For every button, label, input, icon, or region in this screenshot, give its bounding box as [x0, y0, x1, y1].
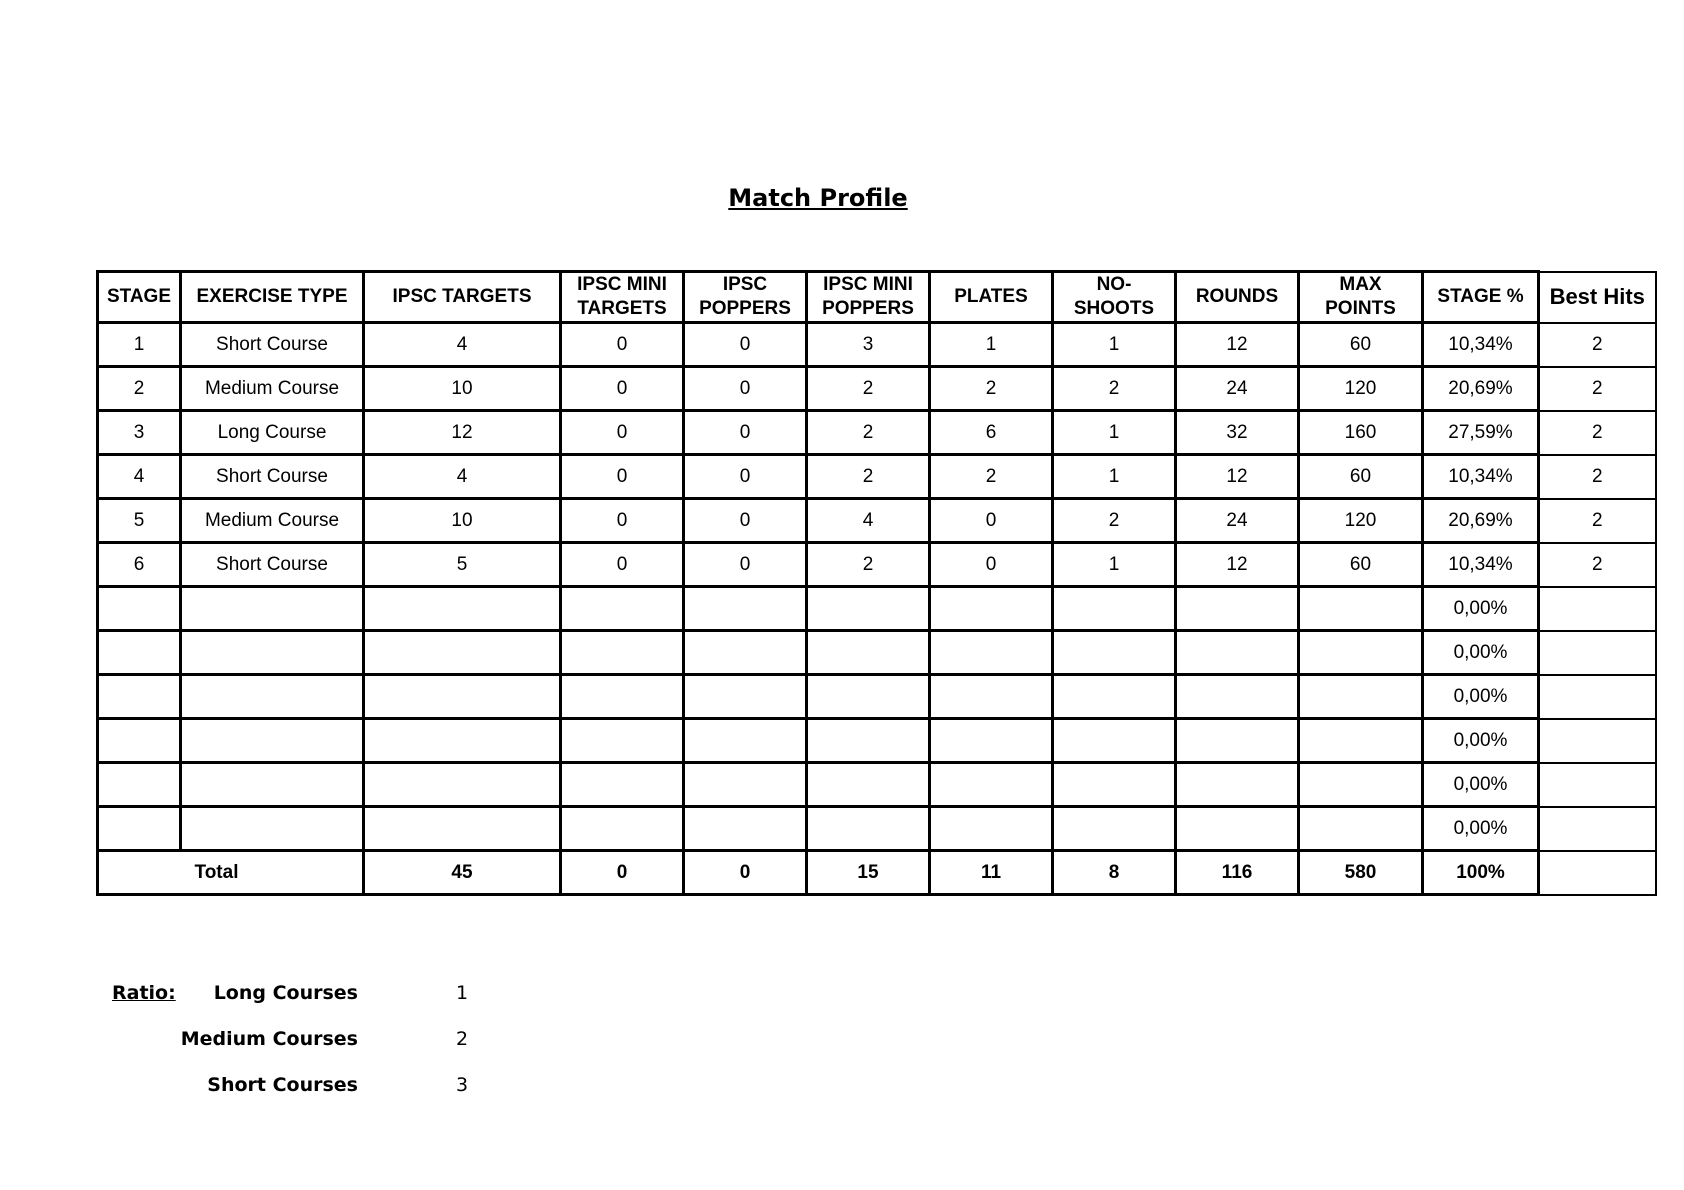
- cell-ipsc-mini-poppers: 2: [807, 367, 930, 411]
- cell-stage: [98, 807, 181, 851]
- cell-exercise-type: [181, 587, 364, 631]
- cell-no-shoots: [1053, 807, 1176, 851]
- cell-plates: 0: [930, 499, 1053, 543]
- table-row: [98, 499, 1656, 543]
- header-rounds: ROUNDS: [1176, 272, 1299, 323]
- cell-stage: [98, 719, 181, 763]
- header-row: [98, 272, 1656, 323]
- cell-exercise-type: Long Course: [181, 411, 364, 455]
- ratio-value-long: 1: [456, 982, 469, 1004]
- cell-best-hits: 2: [1539, 543, 1656, 587]
- cell-max-points: [1299, 631, 1423, 675]
- cell-ipsc-mini-poppers: [807, 807, 930, 851]
- cell-no-shoots: [1053, 587, 1176, 631]
- cell-ipsc-mini-targets: 0: [561, 455, 684, 499]
- cell-best-hits: [1539, 719, 1656, 763]
- header-stage-pct: STAGE %: [1423, 272, 1539, 323]
- cell-max-points: 120: [1299, 367, 1423, 411]
- header-line: POPPERS: [822, 298, 914, 319]
- cell-stage-pct: 0,00%: [1423, 763, 1539, 807]
- cell-no-shoots: 1: [1053, 543, 1176, 587]
- cell-best-hits: [1539, 763, 1656, 807]
- total-rounds: 116: [1176, 851, 1299, 895]
- cell-best-hits: [1539, 807, 1656, 851]
- header-line: IPSC MINI: [577, 274, 667, 295]
- cell-max-points: 60: [1299, 455, 1423, 499]
- cell-plates: 1: [930, 323, 1053, 367]
- cell-plates: 2: [930, 367, 1053, 411]
- cell-ipsc-mini-poppers: 3: [807, 323, 930, 367]
- cell-ipsc-targets: [364, 631, 561, 675]
- header-line: NO-: [1096, 274, 1132, 295]
- cell-ipsc-mini-targets: [561, 675, 684, 719]
- total-ipsc-targets: 45: [364, 851, 561, 895]
- header-max-points: [1299, 272, 1423, 323]
- cell-ipsc-mini-targets: 0: [561, 323, 684, 367]
- cell-ipsc-mini-targets: [561, 719, 684, 763]
- cell-ipsc-targets: [364, 587, 561, 631]
- cell-ipsc-poppers: [684, 807, 807, 851]
- cell-best-hits: 2: [1539, 499, 1656, 543]
- cell-ipsc-mini-poppers: [807, 675, 930, 719]
- cell-ipsc-poppers: [684, 631, 807, 675]
- cell-stage-pct: 0,00%: [1423, 675, 1539, 719]
- table-row: [98, 367, 1656, 411]
- cell-ipsc-mini-poppers: [807, 763, 930, 807]
- header-line: TARGETS: [577, 298, 667, 319]
- cell-ipsc-mini-poppers: 2: [807, 411, 930, 455]
- cell-ipsc-poppers: [684, 587, 807, 631]
- cell-ipsc-poppers: 0: [684, 543, 807, 587]
- cell-best-hits: [1539, 587, 1656, 631]
- cell-rounds: [1176, 631, 1299, 675]
- cell-max-points: [1299, 719, 1423, 763]
- cell-stage: 4: [98, 455, 181, 499]
- cell-ipsc-poppers: 0: [684, 367, 807, 411]
- cell-rounds: 12: [1176, 543, 1299, 587]
- cell-plates: [930, 631, 1053, 675]
- cell-rounds: [1176, 807, 1299, 851]
- cell-max-points: [1299, 675, 1423, 719]
- page-title: Match Profile: [728, 184, 908, 212]
- cell-stage: [98, 631, 181, 675]
- cell-best-hits: 2: [1539, 323, 1656, 367]
- header-ipsc-mini-poppers: [807, 272, 930, 323]
- cell-stage-pct: 10,34%: [1423, 323, 1539, 367]
- cell-ipsc-mini-poppers: [807, 631, 930, 675]
- cell-ipsc-mini-poppers: [807, 719, 930, 763]
- ratio-value-short: 3: [456, 1074, 469, 1096]
- cell-stage-pct: 27,59%: [1423, 411, 1539, 455]
- cell-ipsc-mini-targets: 0: [561, 367, 684, 411]
- cell-best-hits: [1539, 675, 1656, 719]
- total-ipsc-mini-poppers: 15: [807, 851, 930, 895]
- cell-no-shoots: [1053, 675, 1176, 719]
- cell-stage: 1: [98, 323, 181, 367]
- cell-ipsc-targets: 12: [364, 411, 561, 455]
- cell-exercise-type: [181, 631, 364, 675]
- cell-stage-pct: 20,69%: [1423, 367, 1539, 411]
- table-row: [98, 675, 1656, 719]
- cell-ipsc-targets: [364, 675, 561, 719]
- cell-exercise-type: [181, 719, 364, 763]
- cell-exercise-type: [181, 807, 364, 851]
- table-row: [98, 323, 1656, 367]
- cell-plates: 6: [930, 411, 1053, 455]
- header-no-shoots: [1053, 272, 1176, 323]
- cell-best-hits: [1539, 631, 1656, 675]
- total-stage-pct: 100%: [1423, 851, 1539, 895]
- total-row: [98, 851, 1656, 895]
- header-best-hits: Best Hits: [1539, 272, 1656, 323]
- cell-exercise-type: Medium Course: [181, 499, 364, 543]
- total-plates: 11: [930, 851, 1053, 895]
- cell-ipsc-mini-targets: 0: [561, 543, 684, 587]
- cell-no-shoots: [1053, 763, 1176, 807]
- cell-ipsc-mini-targets: [561, 587, 684, 631]
- cell-ipsc-poppers: [684, 719, 807, 763]
- table-row: [98, 455, 1656, 499]
- cell-stage: [98, 675, 181, 719]
- header-exercise-type: EXERCISE TYPE: [181, 272, 364, 323]
- cell-plates: [930, 807, 1053, 851]
- header-line: MAX: [1339, 274, 1382, 295]
- cell-stage-pct: 0,00%: [1423, 631, 1539, 675]
- cell-ipsc-targets: 5: [364, 543, 561, 587]
- cell-no-shoots: 1: [1053, 411, 1176, 455]
- cell-ipsc-targets: 4: [364, 323, 561, 367]
- cell-stage-pct: 0,00%: [1423, 807, 1539, 851]
- header-line: SHOOTS: [1073, 298, 1155, 319]
- cell-plates: 0: [930, 543, 1053, 587]
- table-row: [98, 411, 1656, 455]
- cell-max-points: 60: [1299, 323, 1423, 367]
- total-no-shoots: 8: [1053, 851, 1176, 895]
- cell-exercise-type: Short Course: [181, 323, 364, 367]
- header-ipsc-targets: IPSC TARGETS: [364, 272, 561, 323]
- table-body: [98, 323, 1656, 851]
- total-ipsc-poppers: 0: [684, 851, 807, 895]
- cell-no-shoots: 1: [1053, 455, 1176, 499]
- ratio-label-short: Short Courses: [207, 1074, 358, 1096]
- cell-ipsc-mini-targets: 0: [561, 411, 684, 455]
- cell-plates: [930, 763, 1053, 807]
- cell-ipsc-mini-targets: [561, 807, 684, 851]
- cell-ipsc-mini-poppers: 2: [807, 455, 930, 499]
- cell-no-shoots: [1053, 631, 1176, 675]
- cell-ipsc-targets: 10: [364, 499, 561, 543]
- cell-rounds: 12: [1176, 323, 1299, 367]
- cell-stage-pct: 0,00%: [1423, 719, 1539, 763]
- cell-max-points: 120: [1299, 499, 1423, 543]
- header-stage: STAGE: [98, 272, 181, 323]
- cell-ipsc-mini-poppers: 4: [807, 499, 930, 543]
- cell-ipsc-poppers: 0: [684, 323, 807, 367]
- total-max-points: 580: [1299, 851, 1423, 895]
- table-row: [98, 631, 1656, 675]
- cell-stage: 6: [98, 543, 181, 587]
- cell-plates: [930, 719, 1053, 763]
- table-row: [98, 807, 1656, 851]
- header-plates: PLATES: [930, 272, 1053, 323]
- cell-best-hits: 2: [1539, 411, 1656, 455]
- table-row: [98, 763, 1656, 807]
- table-row: [98, 587, 1656, 631]
- cell-ipsc-targets: [364, 763, 561, 807]
- cell-plates: [930, 675, 1053, 719]
- cell-ipsc-mini-poppers: [807, 587, 930, 631]
- cell-ipsc-targets: 10: [364, 367, 561, 411]
- cell-max-points: 160: [1299, 411, 1423, 455]
- cell-no-shoots: 2: [1053, 367, 1176, 411]
- cell-ipsc-mini-targets: [561, 763, 684, 807]
- cell-ipsc-poppers: 0: [684, 499, 807, 543]
- cell-no-shoots: 2: [1053, 499, 1176, 543]
- cell-best-hits: 2: [1539, 367, 1656, 411]
- total-best-hits: [1539, 851, 1656, 895]
- cell-ipsc-poppers: [684, 763, 807, 807]
- cell-plates: 2: [930, 455, 1053, 499]
- cell-best-hits: 2: [1539, 455, 1656, 499]
- cell-stage-pct: 10,34%: [1423, 455, 1539, 499]
- cell-exercise-type: [181, 763, 364, 807]
- cell-max-points: 60: [1299, 543, 1423, 587]
- cell-rounds: 24: [1176, 499, 1299, 543]
- cell-plates: [930, 587, 1053, 631]
- cell-stage-pct: 20,69%: [1423, 499, 1539, 543]
- cell-ipsc-targets: [364, 719, 561, 763]
- cell-rounds: 24: [1176, 367, 1299, 411]
- cell-stage: [98, 587, 181, 631]
- cell-rounds: 32: [1176, 411, 1299, 455]
- cell-max-points: [1299, 763, 1423, 807]
- cell-ipsc-targets: [364, 807, 561, 851]
- cell-rounds: [1176, 587, 1299, 631]
- cell-stage: 3: [98, 411, 181, 455]
- cell-rounds: [1176, 719, 1299, 763]
- cell-no-shoots: [1053, 719, 1176, 763]
- ratio-value-medium: 2: [456, 1028, 469, 1050]
- cell-ipsc-targets: 4: [364, 455, 561, 499]
- total-ipsc-mini-targets: 0: [561, 851, 684, 895]
- cell-exercise-type: Medium Course: [181, 367, 364, 411]
- cell-exercise-type: Short Course: [181, 543, 364, 587]
- cell-ipsc-poppers: 0: [684, 455, 807, 499]
- header-line: IPSC MINI: [823, 274, 913, 295]
- ratio-label-medium: Medium Courses: [180, 1028, 358, 1050]
- cell-stage: 5: [98, 499, 181, 543]
- cell-stage: [98, 763, 181, 807]
- cell-rounds: [1176, 675, 1299, 719]
- ratio-label-long: Long Courses: [213, 982, 358, 1004]
- cell-rounds: [1176, 763, 1299, 807]
- cell-stage-pct: 0,00%: [1423, 587, 1539, 631]
- cell-ipsc-mini-targets: [561, 631, 684, 675]
- cell-exercise-type: [181, 675, 364, 719]
- header-line: POPPERS: [699, 298, 791, 319]
- cell-ipsc-poppers: 0: [684, 411, 807, 455]
- cell-rounds: 12: [1176, 455, 1299, 499]
- table-row: [98, 543, 1656, 587]
- cell-no-shoots: 1: [1053, 323, 1176, 367]
- cell-stage: 2: [98, 367, 181, 411]
- header-ipsc-poppers: [684, 272, 807, 323]
- total-label: Total: [98, 851, 364, 895]
- cell-stage-pct: 10,34%: [1423, 543, 1539, 587]
- table-row: [98, 719, 1656, 763]
- cell-max-points: [1299, 807, 1423, 851]
- cell-ipsc-poppers: [684, 675, 807, 719]
- ratio-heading: Ratio:: [112, 982, 176, 1004]
- cell-ipsc-mini-targets: 0: [561, 499, 684, 543]
- match-profile-table: [96, 270, 1657, 896]
- header-line: IPSC: [722, 274, 768, 295]
- cell-ipsc-mini-poppers: 2: [807, 543, 930, 587]
- cell-exercise-type: Short Course: [181, 455, 364, 499]
- header-ipsc-mini-targets: [561, 272, 684, 323]
- header-line: POINTS: [1325, 298, 1396, 319]
- cell-max-points: [1299, 587, 1423, 631]
